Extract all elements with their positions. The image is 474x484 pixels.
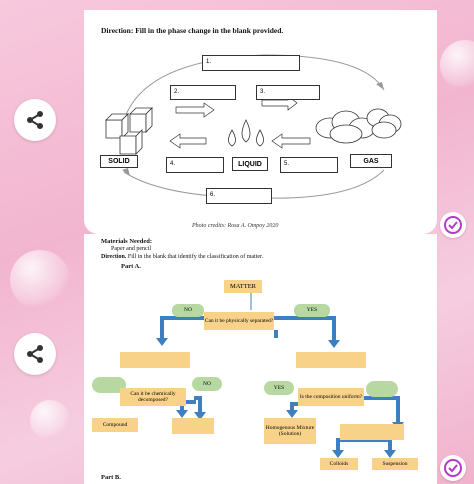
materials-items: Paper and pencil: [111, 246, 151, 252]
share-icon: [25, 110, 45, 130]
blank-left-1[interactable]: [120, 352, 190, 368]
no-box: NO: [172, 304, 204, 317]
blank-6[interactable]: 6.: [206, 188, 272, 204]
blank-4[interactable]: 4.: [166, 157, 224, 173]
liquid-label: LIQUID: [232, 157, 268, 171]
suspension-box: Suspension: [372, 458, 418, 470]
direction2: Direction. Fill in the blank that identify the classification of matter.: [101, 254, 264, 260]
blank-1[interactable]: 1.: [202, 55, 300, 71]
colloids-box: Colloids: [320, 458, 358, 470]
background-bubble: [30, 400, 70, 440]
blank-2[interactable]: 2.: [170, 85, 236, 100]
phase-diagram: [84, 10, 437, 210]
blank-green-right[interactable]: [366, 381, 398, 397]
question-decomposed: Can it be chemically decomposed?: [120, 388, 186, 406]
blank-3[interactable]: 3.: [256, 85, 320, 100]
blank-5[interactable]: 5.: [280, 157, 338, 173]
question-uniform: Is the composition uniform?: [298, 388, 364, 406]
gas-label: GAS: [350, 154, 392, 168]
check-button[interactable]: [440, 212, 466, 238]
matter-box: MATTER: [224, 280, 262, 293]
check-circle-icon: [443, 458, 463, 478]
part-b-heading: Part B.: [101, 474, 121, 481]
share-button[interactable]: [14, 333, 56, 375]
yes-box: YES: [294, 304, 330, 317]
photo-credit: Photo credits: Rosa A. Ompoy 2020: [192, 223, 279, 229]
compound-box: Compound: [92, 418, 138, 432]
blank-right-1[interactable]: [296, 352, 366, 368]
direction-text: Direction: Fill in the phase change in the blank provided.: [101, 26, 284, 35]
no-box-2: NO: [192, 377, 222, 391]
blank-left-2[interactable]: [172, 418, 214, 434]
check-circle-icon: [443, 215, 463, 235]
blank-right-2[interactable]: [340, 424, 404, 440]
check-button[interactable]: [440, 455, 466, 481]
background-bubble: [440, 40, 474, 90]
materials-heading: Materials Needed:: [101, 238, 153, 245]
share-button[interactable]: [14, 99, 56, 141]
homogeneous-box: Homogenous Mixture (Solution): [264, 418, 316, 444]
background-bubble: [10, 250, 70, 310]
matter-classification-card: [84, 234, 437, 484]
part-a-heading: Part A.: [121, 263, 141, 270]
yes-box-2: YES: [264, 381, 294, 395]
question-separated: Can it be physically separated?: [204, 312, 274, 330]
share-icon: [25, 344, 45, 364]
phase-change-card: [84, 10, 437, 234]
solid-label: SOLID: [100, 155, 138, 168]
